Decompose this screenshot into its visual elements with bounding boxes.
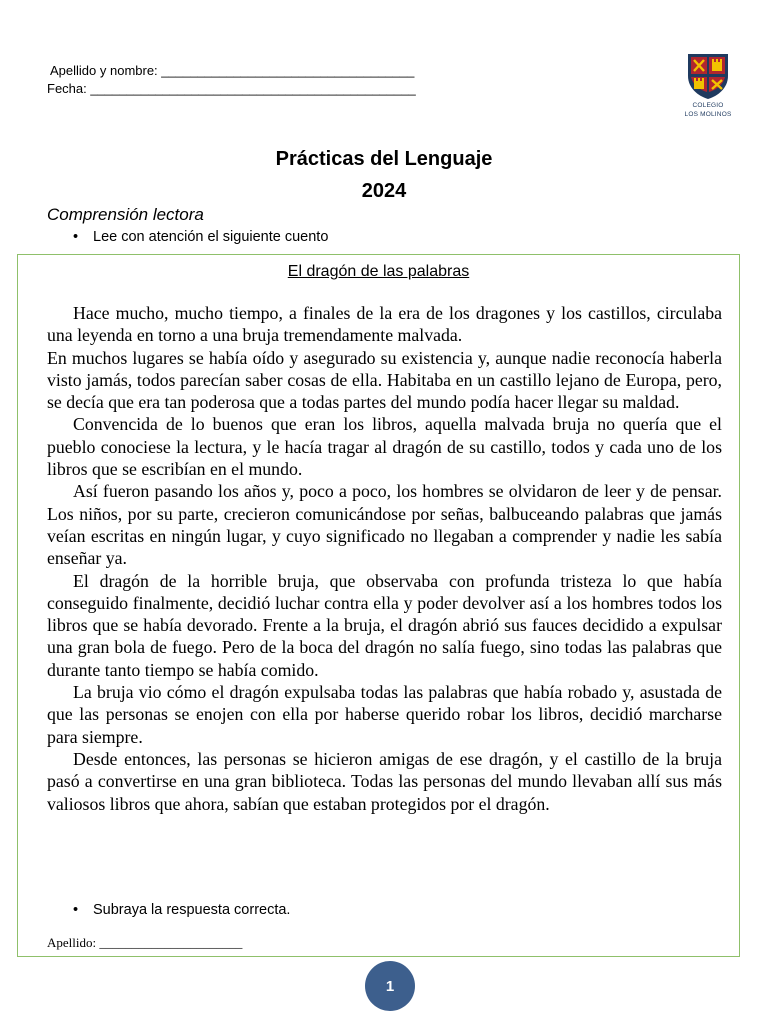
logo-text-line2: LOS MOLINOS — [684, 111, 732, 118]
page-number-badge: 1 — [365, 961, 415, 1011]
task-bullet: • Subraya la respuesta correcta. — [93, 902, 290, 918]
school-logo — [684, 52, 732, 118]
story-title: El dragón de las palabras — [287, 263, 470, 280]
instruction-bullet: • Lee con atención el siguiente cuento — [93, 229, 328, 245]
story-paragraph: Convencida de lo buenos que eran los libros, aquella malvada bruja no quería que el pueblo conociese la lectura, y le hacía tragar al dragón de su castillo, todos y cada uno de los libros que se escribían en el mundo. — [47, 414, 722, 480]
story-box — [17, 254, 740, 957]
story-paragraph: Desde entonces, las personas se hicieron amigas de ese dragón, y el castillo de la bruja pasó a convertirse en una gran biblioteca. Todas las personas del mundo llevaban allí sus más valiosos libros que ahora, sabían que estaban protegidos por el dragón. — [47, 748, 722, 814]
story-body — [47, 302, 722, 815]
date-field-label: Fecha: _____________________________________________ — [47, 81, 416, 96]
page-year: 2024 — [361, 180, 407, 202]
logo-text-line1: COLEGIO — [692, 102, 724, 109]
section-subtitle: Comprensión lectora — [47, 205, 204, 224]
story-paragraph: Hace mucho, mucho tiempo, a finales de la era de los dragones y los castillos, circulaba una leyenda en torno a una bruja tremendamente malvada. — [47, 303, 722, 346]
story-paragraph: Así fueron pasando los años y, poco a poco, los hombres se olvidaron de leer y de pensar. Los niños, por su parte, crecieron comunicándose por señas, balbuceando palabras que jamás veían escritas en ningún lugar, y cuyo significado no llegaban a comprender y nadie les sabía enseñar ya. — [47, 481, 722, 569]
school-crest-icon — [684, 52, 732, 100]
apellido-field-label: Apellido: ______________________ — [47, 935, 243, 950]
story-paragraph: El dragón de la horrible bruja, que observaba con profunda tristeza lo que había conseguido finalmente, decidió luchar contra ella y poder devolver así a los hombres todos los libros que se había devorado. Frente a la bruja, el dragón abrió sus fauces decidido a expulsar una gran bola de fuego. Pero de la boca del dragón no salía fuego, sino todas las palabras que durante tanto tiempo se había comido. — [47, 570, 722, 680]
story-paragraph: La bruja vio cómo el dragón expulsaba todas las palabras que había robado y, asustada de que las personas se enojen con ella por haberse querido robar los libros, decidió marcharse para siempre. — [47, 682, 722, 747]
story-paragraph: En muchos lugares se había oído y asegurado su existencia y, aunque nadie reconocía haberla visto jamás, todos parecían saber cosas de ella. Habitaba en un castillo lejano de Europa, pero, se decía que era tan poderosa que a todas partes del mundo podía hacer llegar su maldad. — [47, 347, 722, 413]
name-field-label: Apellido y nombre: ___________________________________ — [50, 63, 415, 78]
page-title: Prácticas del Lenguaje — [275, 148, 493, 170]
